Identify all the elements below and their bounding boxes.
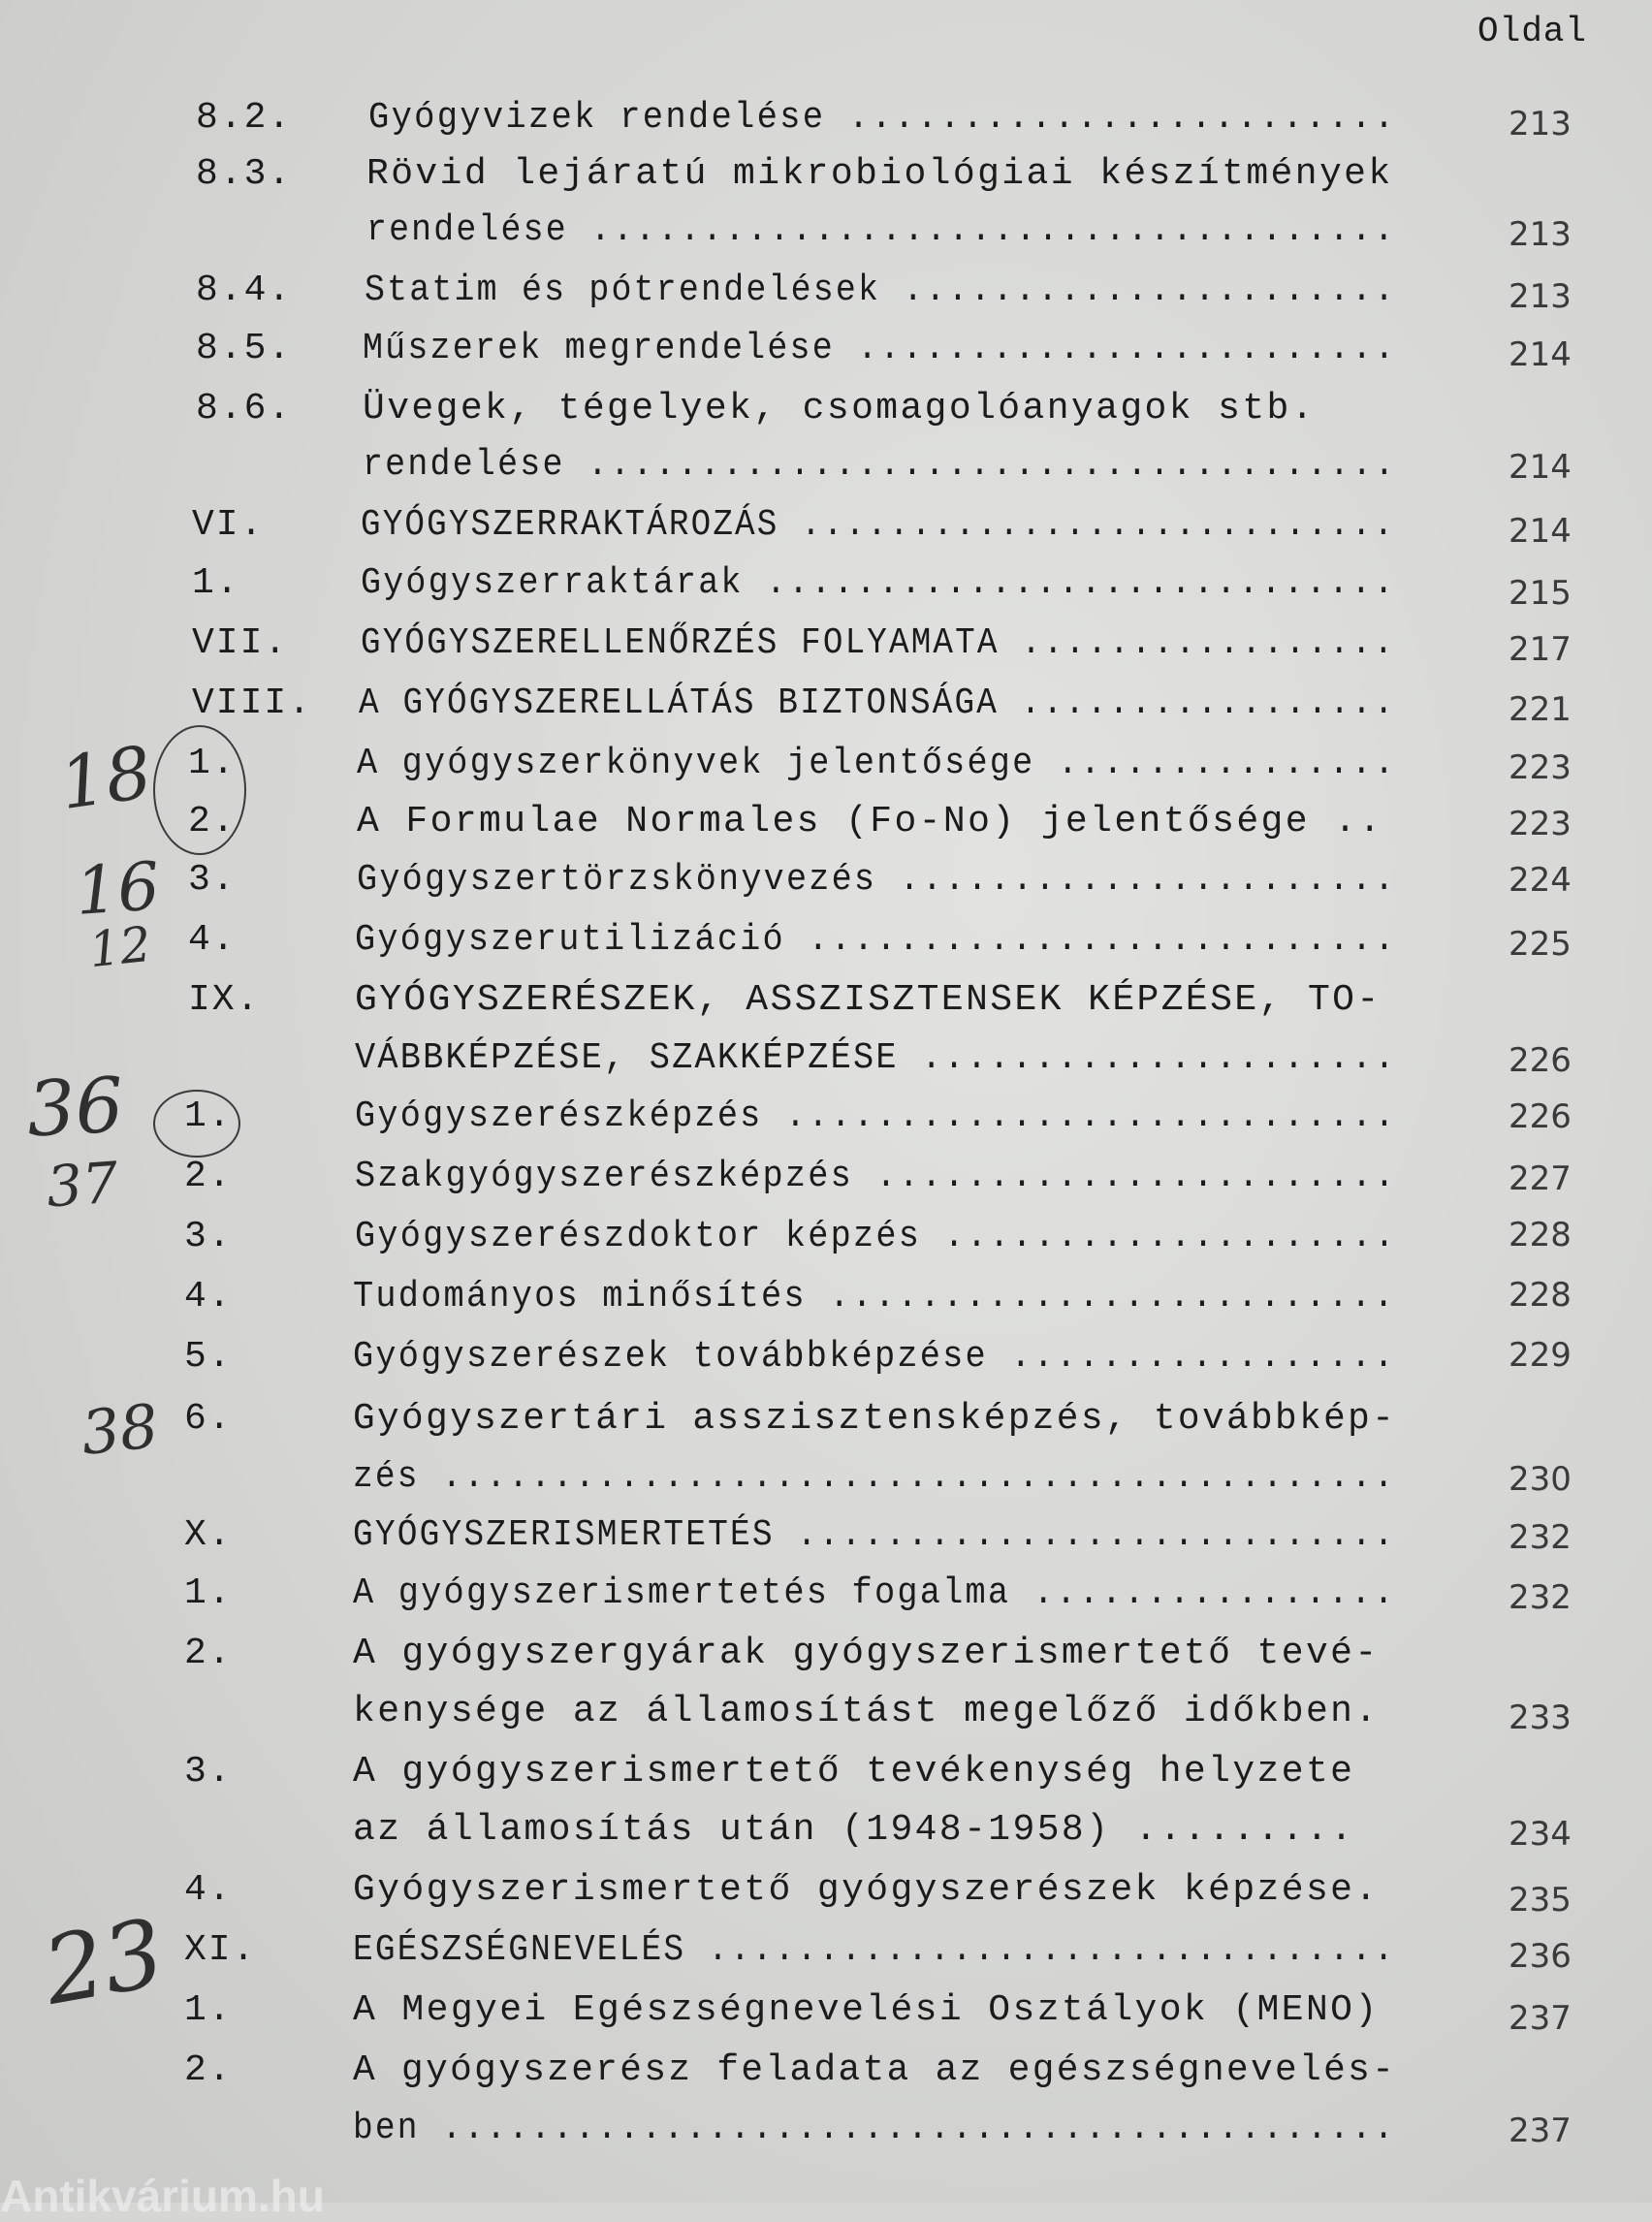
handwritten-note-37: 37 xyxy=(44,1149,121,1221)
toc-entry-number: 1. xyxy=(184,1572,233,1614)
toc-entry-page-number: 213 xyxy=(1509,277,1572,316)
toc-entry-page-number: 215 xyxy=(1509,574,1572,613)
toc-entry-title-line: Tudományos minősítés ......................... xyxy=(353,1276,1396,1317)
toc-entry-page-number: 217 xyxy=(1509,630,1572,669)
toc-entry-number: 1. xyxy=(188,743,237,784)
toc-entry-title-line: rendelése .................................... xyxy=(363,444,1397,486)
toc-entry-title-line: Gyógyszerészdoktor képzés .................... xyxy=(355,1216,1397,1257)
toc-entry-title-line: Üvegek, tégelyek, csomagolóanyagok stb. xyxy=(363,388,1316,429)
toc-entry-title-line: kenysége az államosítást megelőző időkben. xyxy=(353,1691,1380,1732)
toc-entry-number: 3. xyxy=(184,1216,233,1257)
toc-entry-page-number: 227 xyxy=(1509,1159,1572,1198)
toc-entry-number: 8.2. xyxy=(196,97,293,139)
toc-entry-title-line: Gyógyszertörzskönyvezés ...................... xyxy=(357,859,1397,901)
toc-entry-number: 2. xyxy=(184,1156,233,1197)
watermark: Antikvárium.hu xyxy=(0,2171,325,2221)
toc-entry-number: 3. xyxy=(188,859,237,901)
toc-entry-number: 4. xyxy=(184,1869,233,1911)
toc-entry-page-number: 234 xyxy=(1509,1815,1572,1854)
toc-entry-page-number: 230 xyxy=(1509,1460,1572,1499)
toc-entry-page-number: 232 xyxy=(1509,1578,1572,1617)
toc-entry-page-number: 221 xyxy=(1509,690,1572,729)
toc-entry-number: 8.6. xyxy=(196,388,293,429)
toc-entry-title-line: Gyógyszerutilizáció .......................... xyxy=(355,919,1397,961)
toc-entry-title-line: GYÓGYSZERÉSZEK, ASSZISZTENSEK KÉPZÉSE, TO- xyxy=(355,979,1382,1021)
toc-entry-title-line: ben ........................................... xyxy=(353,2108,1396,2149)
toc-entry-number: VI. xyxy=(192,504,265,546)
toc-entry-page-number: 226 xyxy=(1509,1097,1572,1136)
toc-entry-number: 2. xyxy=(184,1633,233,1674)
toc-entry-page-number: 228 xyxy=(1509,1276,1572,1315)
toc-entry-page-number: 237 xyxy=(1509,2111,1572,2150)
toc-entry-number: 1. xyxy=(184,1989,233,2031)
toc-entry-title-line: A GYÓGYSZERELLÁTÁS BIZTONSÁGA ................. xyxy=(359,682,1396,724)
toc-entry-title-line: Gyógyszerismertető gyógyszerészek képzése. xyxy=(353,1869,1380,1911)
toc-entry-number: XI. xyxy=(184,1929,257,1971)
toc-entry-title-line: Szakgyógyszerészképzés ....................... xyxy=(355,1156,1397,1197)
toc-entry-page-number: 213 xyxy=(1509,105,1572,143)
handwritten-circle xyxy=(153,1090,240,1158)
toc-entry-number: VII. xyxy=(192,622,289,664)
handwritten-note-36: 36 xyxy=(24,1062,126,1155)
toc-entry-page-number: 236 xyxy=(1509,1937,1572,1976)
toc-entry-title-line: Gyógyszerészképzés ........................... xyxy=(355,1095,1397,1137)
toc-entry-title-line: A Megyei Egészségnevelési Osztályok (MENO) xyxy=(353,1989,1380,2031)
toc-entry-page-number: 235 xyxy=(1509,1881,1572,1920)
toc-entry-title-line: GYÓGYSZERRAKTÁROZÁS ........................... xyxy=(361,504,1396,546)
toc-entry-page-number: 224 xyxy=(1509,861,1572,900)
toc-entry-title-line: GYÓGYSZERELLENŐRZÉS FOLYAMATA ................. xyxy=(361,622,1396,664)
toc-entry-title-line: Gyógyszerészek továbbképzése ................. xyxy=(353,1336,1396,1378)
toc-entry-title-line: Gyógyvizek rendelése ........................ xyxy=(368,97,1397,139)
toc-entry-number: VIII. xyxy=(192,682,313,724)
toc-entry-number: 8.4. xyxy=(196,270,293,311)
toc-entry-number: 2. xyxy=(188,801,237,842)
toc-entry-title-line: A gyógyszerkönyvek jelentősége ............... xyxy=(357,743,1397,784)
toc-entry-number: 4. xyxy=(188,919,237,961)
toc-entry-page-number: 214 xyxy=(1509,448,1572,487)
toc-entry-page-number: 214 xyxy=(1509,335,1572,374)
toc-entry-page-number: 225 xyxy=(1509,925,1572,964)
toc-entry-title-line: A Formulae Normales (Fo-No) jelentősége .. xyxy=(357,801,1383,842)
toc-entry-title-line: Gyógyszertári asszisztensképzés, továbbkép- xyxy=(353,1398,1397,1440)
toc-entry-page-number: 223 xyxy=(1509,748,1572,787)
toc-entry-title-line: EGÉSZSÉGNEVELÉS ............................... xyxy=(353,1929,1396,1971)
toc-entry-page-number: 232 xyxy=(1509,1518,1572,1557)
handwritten-circle xyxy=(153,725,246,855)
toc-entry-title-line: A gyógyszerismertetés fogalma ................ xyxy=(353,1572,1396,1614)
handwritten-note-12: 12 xyxy=(86,915,154,979)
toc-entry-title-line: A gyógyszerész feladata az egészségnevelés- xyxy=(353,2049,1397,2091)
toc-entry-title-line: Műszerek megrendelése ........................ xyxy=(363,328,1397,369)
toc-entry-page-number: 214 xyxy=(1509,512,1572,551)
toc-entry-number: 3. xyxy=(184,1751,233,1793)
handwritten-note-16: 16 xyxy=(73,848,163,931)
toc-entry-page-number: 229 xyxy=(1509,1336,1572,1375)
toc-entry-title-line: zés ........................................... xyxy=(353,1456,1396,1498)
toc-entry-number: 6. xyxy=(184,1398,233,1440)
toc-entry-title-line: VÁBBKÉPZÉSE, SZAKKÉPZÉSE ..................... xyxy=(355,1037,1397,1079)
toc-entry-title-line: Rövid lejáratú mikrobiológiai készítmények xyxy=(366,153,1393,195)
toc-entry-number: 8.3. xyxy=(196,153,293,195)
toc-entry-title-line: A gyógyszergyárak gyógyszerismertető tevé- xyxy=(353,1633,1380,1674)
handwritten-note-23: 23 xyxy=(36,1898,172,2026)
toc-entry-title-line: Gyógyszerraktárak ............................ xyxy=(361,562,1396,604)
toc-entry-title-line: Statim és pótrendelések ...................... xyxy=(365,270,1397,311)
toc-entry-number: IX. xyxy=(188,979,261,1021)
column-header-page: Oldal xyxy=(1477,12,1588,51)
toc-entry-title-line: rendelése .................................... xyxy=(366,209,1396,251)
toc-entry-number: 2. xyxy=(184,2049,233,2091)
toc-entry-number: 8.5. xyxy=(196,328,293,369)
toc-entry-page-number: 228 xyxy=(1509,1216,1572,1254)
handwritten-note-38: 38 xyxy=(78,1390,162,1469)
toc-entry-title-line: A gyógyszerismertető tevékenység helyzete xyxy=(353,1751,1355,1793)
toc-entry-title-line: az államosítás után (1948-1958) ......... xyxy=(353,1809,1355,1851)
toc-entry-page-number: 223 xyxy=(1509,805,1572,843)
toc-entry-title-line: GYÓGYSZERISMERTETÉS ........................... xyxy=(353,1514,1396,1556)
toc-entry-number: 1. xyxy=(184,1095,233,1137)
toc-entry-number: X. xyxy=(184,1514,233,1556)
toc-entry-number: 1. xyxy=(192,562,240,604)
toc-entry-page-number: 213 xyxy=(1509,215,1572,254)
toc-entry-number: 4. xyxy=(184,1276,233,1317)
toc-entry-page-number: 237 xyxy=(1509,1999,1572,2038)
toc-entry-page-number: 233 xyxy=(1509,1698,1572,1737)
toc-entry-page-number: 226 xyxy=(1509,1041,1572,1080)
toc-entry-number: 5. xyxy=(184,1336,233,1378)
handwritten-note-18: 18 xyxy=(54,730,157,827)
